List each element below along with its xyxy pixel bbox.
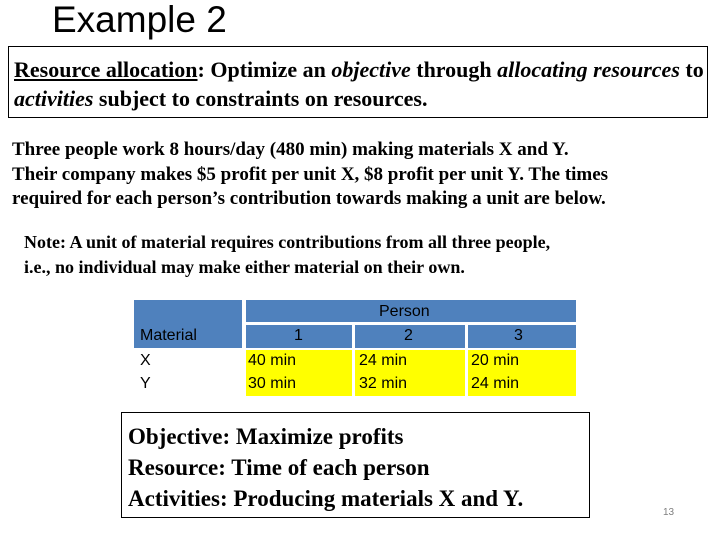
cell-y-3: 24 min [471,375,520,392]
note-line: i.e., no individual may make either material on their own. [24,256,465,277]
row-label-y: Y [140,375,151,392]
slide-number: 13 [663,507,675,518]
time-table [134,300,576,396]
definition-emphasis-objective: objective [331,57,411,82]
cell-y-1: 30 min [248,375,297,392]
cell-y-2: 32 min [359,375,408,392]
activities-line: Activities: Producing materials X and Y. [128,486,524,511]
material-header: Material [140,327,197,344]
row-label-x: X [140,352,151,369]
note-line: Note: A unit of material requires contributions from all three people, [24,232,551,252]
problem-statement [12,138,717,212]
definition-emphasis-allocating: allocating resources [497,57,680,82]
objective-line: Objective: Maximize profits [128,424,404,449]
definition-term: Resource allocation [14,57,198,82]
column-header-2: 2 [404,327,413,344]
problem-line: Three people work 8 hours/day (480 min) making materials X and Y. [12,139,569,160]
definition-text-2: through [410,57,498,82]
column-header-3: 3 [514,327,523,344]
problem-line: required for each person’s contribution towards making a unit are below. [12,188,606,209]
person-group-header: Person [379,303,430,320]
cell-x-3: 20 min [471,352,520,369]
column-header-1: 1 [294,327,303,344]
definition-text-1: : Optimize an [197,57,332,82]
objective-box [121,412,590,518]
definition-text-3: to [679,57,704,82]
slide-title: Example 2 [52,0,227,40]
definition-box [8,46,708,118]
cell-x-1: 40 min [248,352,297,369]
note [24,230,714,279]
problem-line: Their company makes $5 profit per unit X, $8 profit per unit Y. The times [12,163,609,185]
cell-x-2: 24 min [359,352,408,369]
definition-text-4: subject to constraints on resources. [93,86,428,111]
resource-line: Resource: Time of each person [128,455,430,480]
definition-emphasis-activities: activities [14,86,94,111]
